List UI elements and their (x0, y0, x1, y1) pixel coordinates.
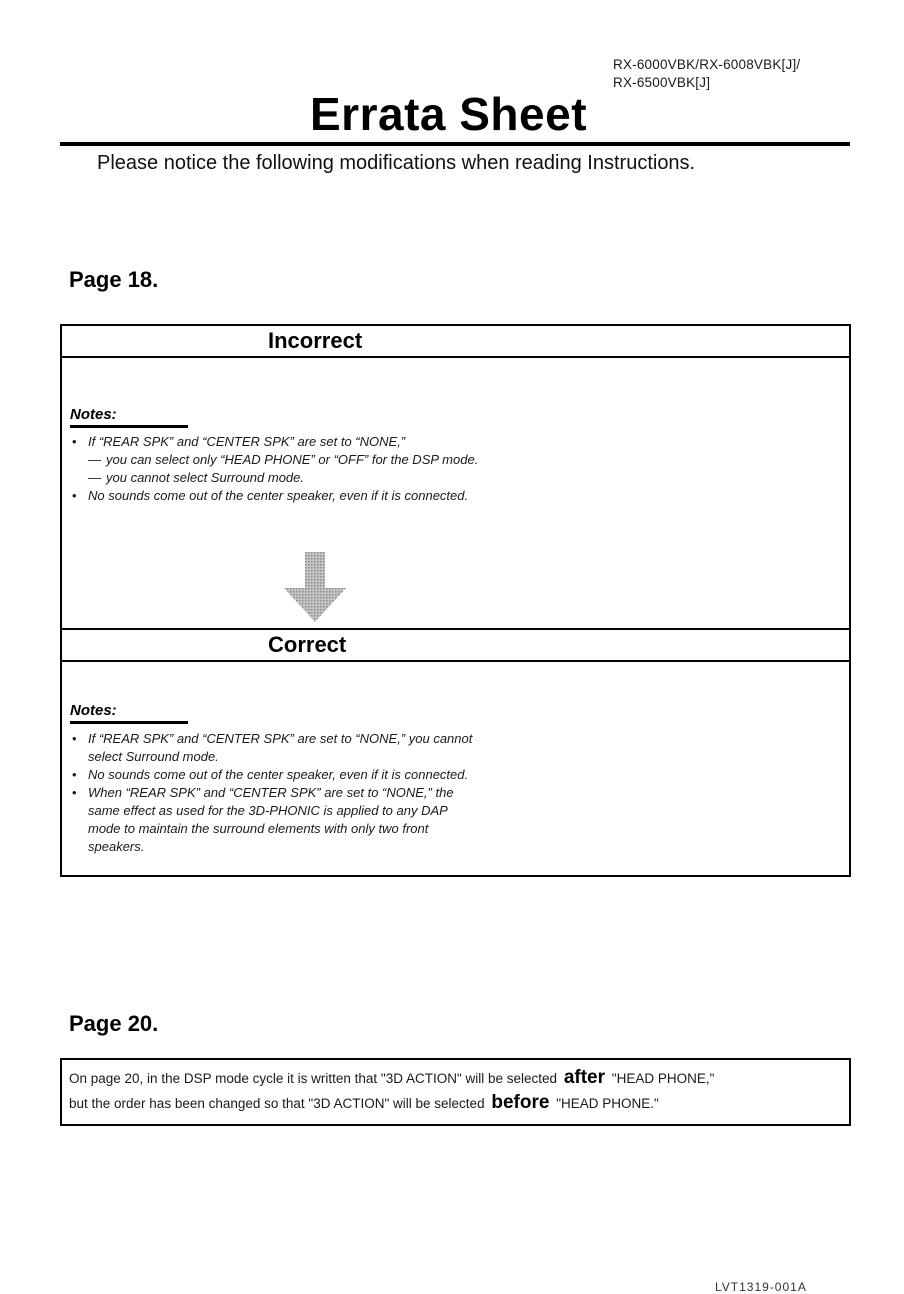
incorrect-note-1-sub-1: — you can select only “HEAD PHONE” or “OFF” for the DSP mode. (88, 452, 479, 467)
page-18-heading: Page 18. (69, 267, 159, 292)
incorrect-label: Incorrect (268, 328, 363, 353)
correct-header (62, 628, 849, 662)
bullet-glyph: • (72, 488, 77, 503)
down-arrow-icon (284, 552, 346, 622)
correct-notes-label: Notes: (70, 702, 117, 719)
correct-label: Correct (268, 632, 347, 657)
incorrect-notes-list (70, 433, 590, 505)
page-20-correction-box (60, 1058, 851, 1126)
dash-glyph: — (88, 452, 101, 467)
emphasis-after: after (563, 1067, 606, 1088)
page-20-heading: Page 20. (69, 1011, 159, 1036)
model-numbers (613, 56, 800, 92)
correct-note-3: • When “REAR SPK” and “CENTER SPK” are set to “NONE,” the same effect as used for the 3D-PHONIC is applied to any DAP mode to maintain the surround elements with only two front speakers. (72, 785, 454, 854)
incorrect-note-2: • No sounds come out of the center speaker, even if it is connected. (72, 488, 469, 503)
page-20-line-2: but the order has been changed so that "3D ACTION" will be selected before "HEAD PHONE." (69, 1092, 659, 1113)
page-20-line-1: On page 20, in the DSP mode cycle it is written that "3D ACTION" will be selected after "HEAD PHONE," (69, 1067, 715, 1088)
correct-notes-rule (70, 721, 188, 724)
bullet-glyph: • (72, 767, 77, 782)
title-rule (60, 142, 850, 146)
page-title: Errata Sheet (310, 88, 588, 140)
correct-notes-list (70, 730, 590, 856)
bullet-glyph: • (72, 434, 77, 449)
correct-note-1: • If “REAR SPK” and “CENTER SPK” are set to “NONE,” you cannot select Surround mode. (72, 731, 473, 764)
page-18-correction-box (60, 324, 851, 877)
correct-note-2: • No sounds come out of the center speaker, even if it is connected. (72, 767, 469, 782)
model-line-2: RX-6500VBK[J] (613, 75, 711, 90)
page-subtitle: Please notice the following modifications when reading Instructions. (97, 152, 696, 174)
incorrect-notes-rule (70, 425, 188, 428)
incorrect-header (62, 326, 849, 358)
dash-glyph: — (88, 470, 101, 485)
incorrect-note-1-sub-2: — you cannot select Surround mode. (88, 470, 305, 485)
incorrect-note-1: • If “REAR SPK” and “CENTER SPK” are set to “NONE,” (72, 434, 406, 449)
emphasis-before: before (491, 1092, 550, 1113)
incorrect-notes-label: Notes: (70, 406, 117, 423)
document-code: LVT1319-001A (715, 1280, 807, 1294)
model-line-1: RX-6000VBK/RX-6008VBK[J]/ (613, 57, 801, 72)
bullet-glyph: • (72, 785, 77, 800)
bullet-glyph: • (72, 731, 77, 746)
